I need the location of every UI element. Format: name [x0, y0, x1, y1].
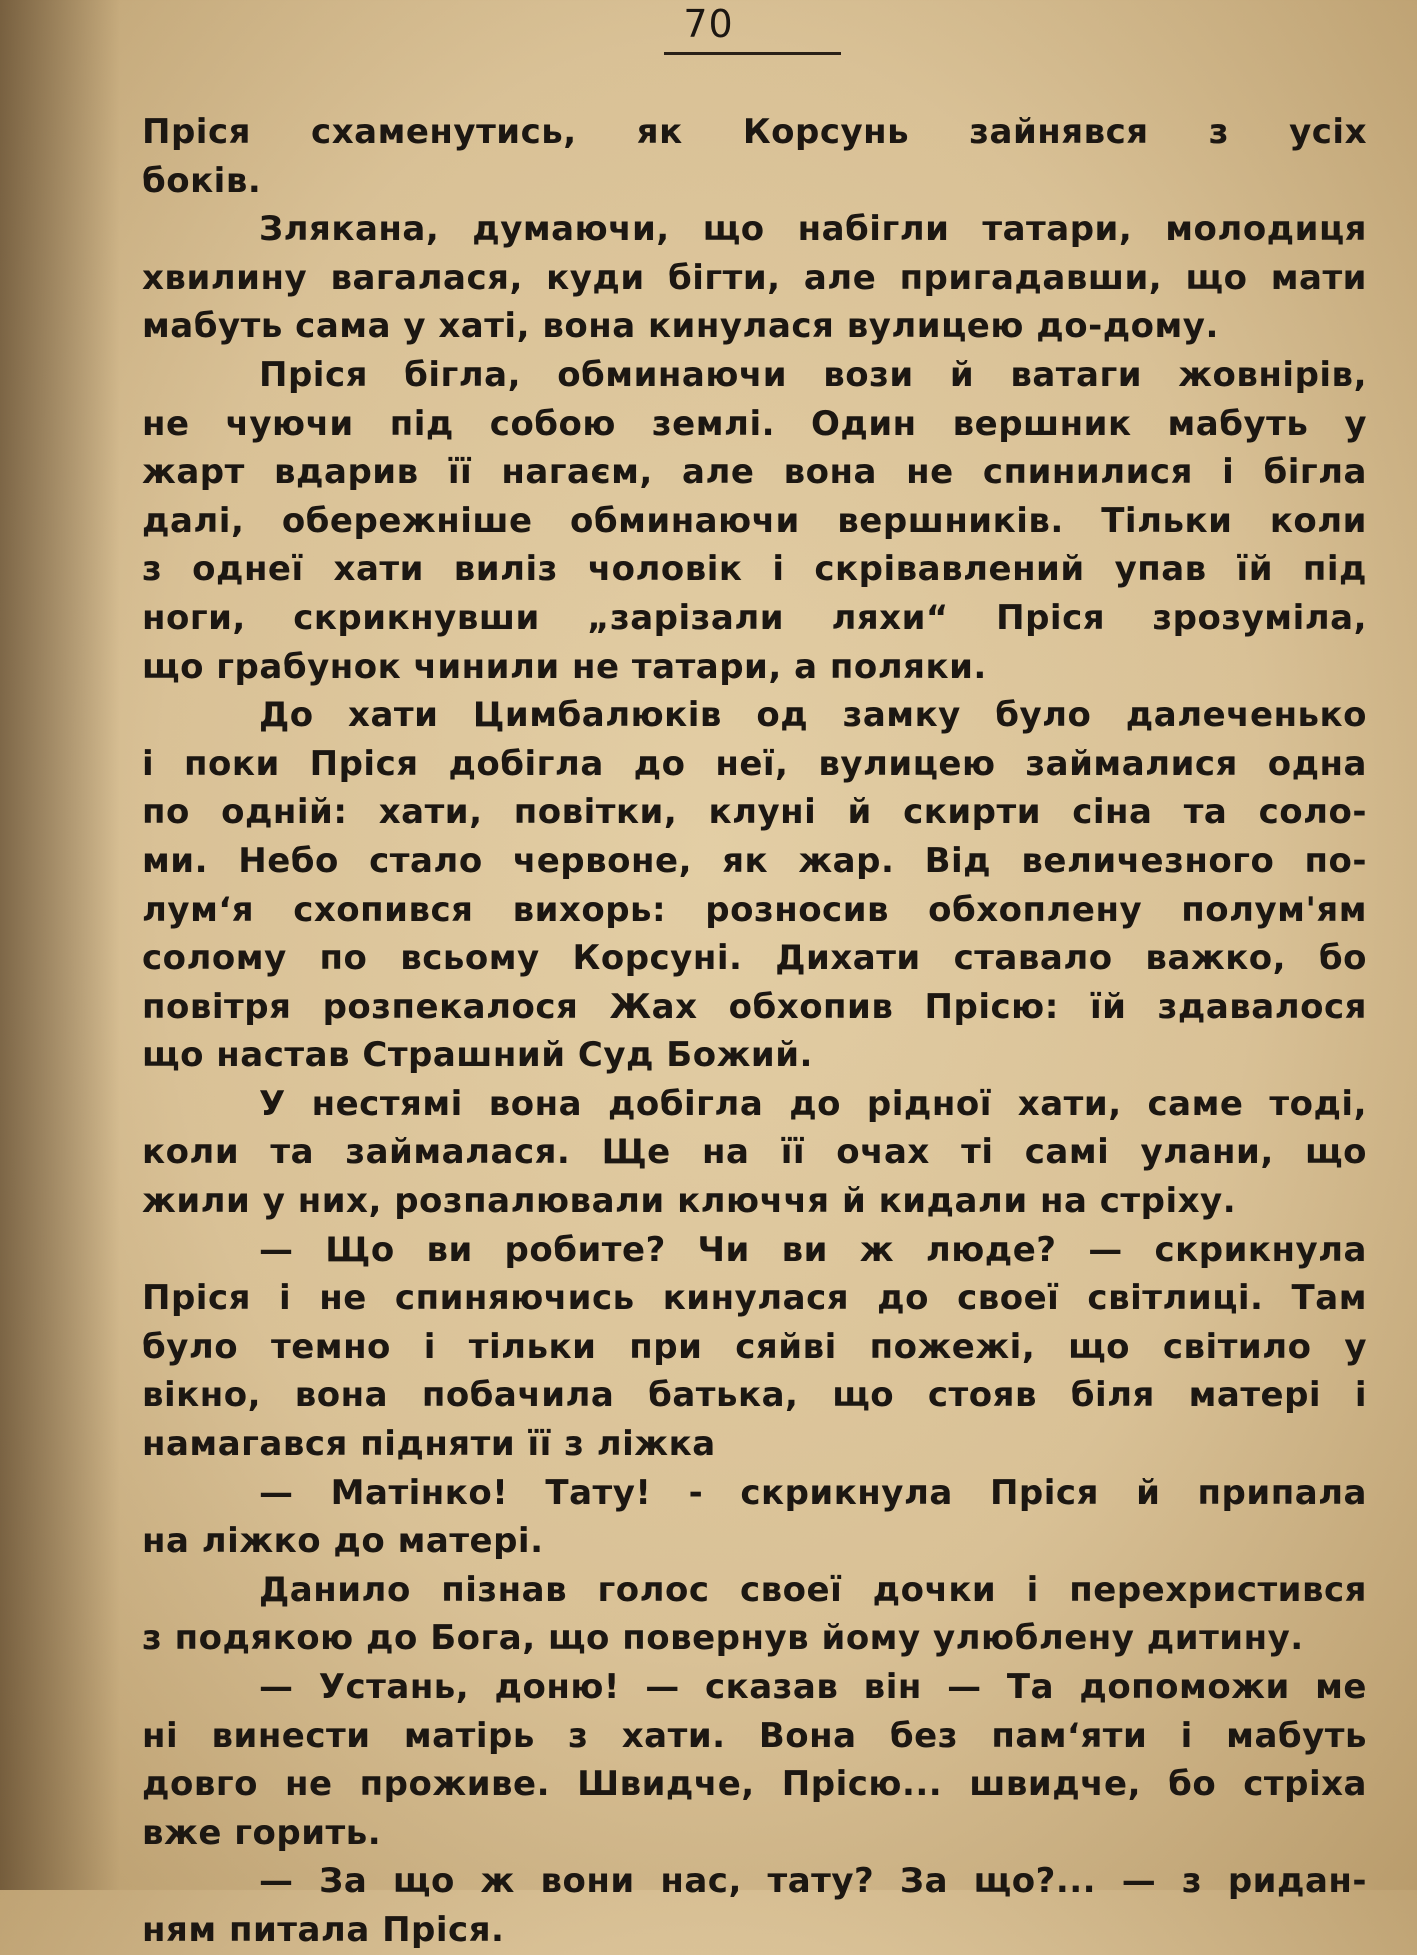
text-line: повітря розпекалося Жах обхопив Прісю: їй здавалося	[142, 986, 1367, 1027]
text-line: жили у них, розпалювали ключчя й кидали на стріху.	[142, 1181, 1237, 1222]
text-line: вікно, вона побачила батька, що стояв біля матері і	[142, 1375, 1367, 1416]
text-line: У нестямі вона добігла до рідної хати, саме тоді,	[259, 1083, 1367, 1124]
text-line: що настав Страшний Суд Божий.	[142, 1035, 813, 1076]
text-line: далі, обережніше обминаючи вершників. Тільки коли	[142, 500, 1367, 541]
text-line: вже горить.	[142, 1812, 382, 1853]
text-line: не чуючи під собою землі. Один вершник мабуть у	[142, 403, 1367, 444]
text-line: коли та займалася. Ще на її очах ті самі улани, що	[142, 1132, 1367, 1173]
page-number-rule	[664, 52, 841, 55]
text-line: — Що ви робите? Чи ви ж люде? — скрикнула	[259, 1229, 1367, 1270]
text-line: було темно і тільки при сяйві пожежі, що світило у	[142, 1326, 1367, 1367]
text-line: ням питала Пріся.	[142, 1909, 505, 1950]
text-line: і поки Пріся добігла до неї, вулицею займалися одна	[142, 743, 1367, 784]
page-edge-shadow	[0, 0, 120, 1890]
text-line: Данило пізнав голос своеї дочки і перехристився	[259, 1569, 1367, 1610]
text-line: — Устань, доню! — сказав він — Та допоможи ме	[259, 1667, 1367, 1707]
text-line: боків.	[142, 160, 262, 201]
text-line: мабуть сама у хаті, вона кинулася вулицею до-дому.	[142, 306, 1219, 347]
text-line: Пріся і не спиняючись кинулася до своеї світлиці. Там	[142, 1278, 1367, 1319]
text-line: довго не проживе. Швидче, Прісю... швидче, бо стріха	[142, 1764, 1367, 1805]
text-line: лум‘я схопився вихорь: розносив обхоплену полум'ям	[142, 889, 1367, 930]
text-line: по одній: хати, повітки, клуні й скирти сіна та соло-	[142, 792, 1367, 833]
text-line: ми. Небо стало червоне, як жар. Від величезного по-	[142, 840, 1367, 881]
text-line: ні винести матірь з хати. Вона без пам‘яти і мабуть	[142, 1715, 1367, 1756]
text-line: жарт вдарив її нагаєм, але вона не спинилися і бігла	[142, 452, 1367, 493]
text-line: — Матінко! Тату! - скрикнула Пріся й припала	[259, 1472, 1367, 1513]
text-line: ноги, скрикнувши „зарізали ляхи“ Пріся зрозуміла,	[142, 597, 1367, 638]
text-line: намагався підняти її з ліжка	[142, 1424, 716, 1465]
text-line: До хати Цимбалюків од замку було далеченько	[259, 695, 1367, 736]
text-line: Пріся бігла, обминаючи вози й ватаги жовнірів,	[259, 354, 1367, 395]
text-line: — За що ж вони нас, тату? За що?... — з ридан-	[259, 1861, 1367, 1902]
page-number: 70	[683, 2, 734, 46]
text-line: що грабунок чинили не татари, а поляки.	[142, 646, 987, 687]
body-text	[142, 108, 1367, 1955]
text-line: з однеї хати виліз чоловік і скрівавлений упав їй під	[142, 549, 1367, 590]
text-line: хвилину вагалася, куди бігти, але пригадавши, що мати	[142, 257, 1367, 298]
text-line: з подякою до Бога, що повернув йому улюблену дитину.	[142, 1618, 1304, 1659]
text-line: на ліжко до матері.	[142, 1521, 544, 1562]
text-line: солому по всьому Корсуні. Дихати ставало важко, бо	[142, 938, 1367, 979]
text-line: Злякана, думаючи, що набігли татари, молодиця	[259, 209, 1367, 250]
text-line: Пріся схаменутись, як Корсунь зайнявся з усіх	[142, 112, 1367, 152]
